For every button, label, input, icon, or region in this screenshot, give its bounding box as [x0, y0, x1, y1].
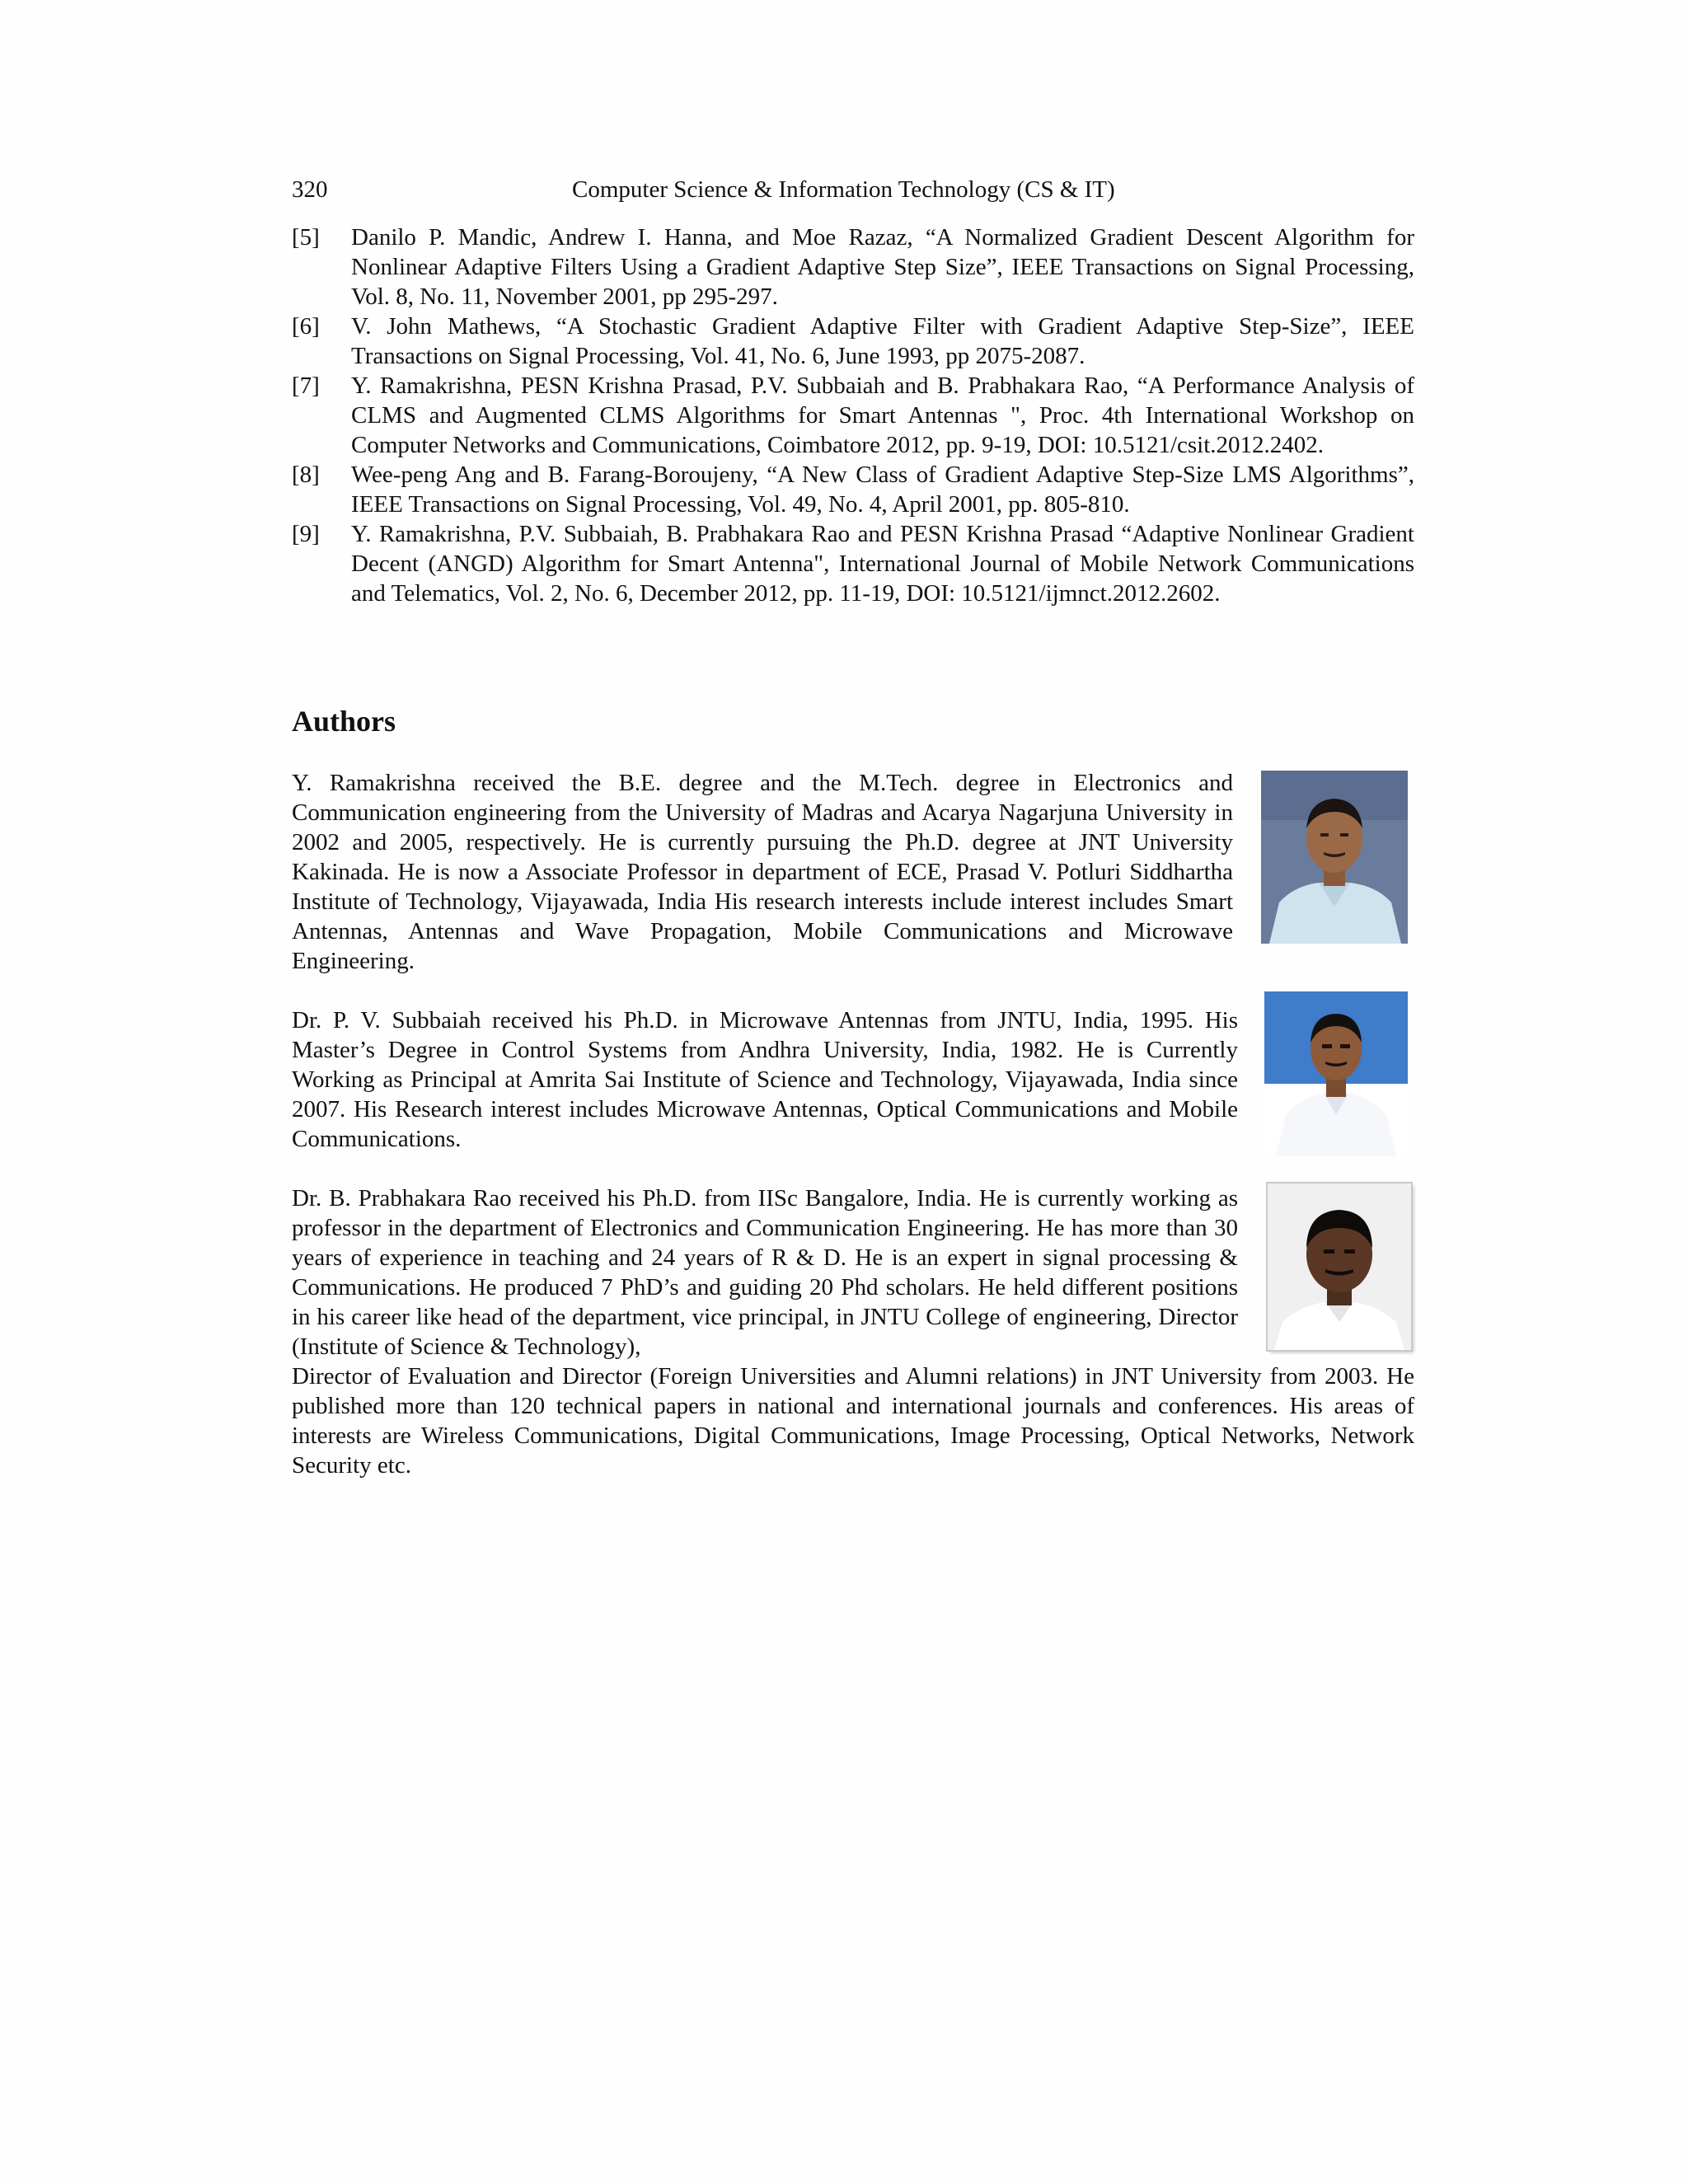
author-photo-rao [1268, 1183, 1411, 1350]
page-number: 320 [292, 176, 328, 203]
reference-number: [8] [292, 462, 320, 488]
author-photo-ramakrishna [1261, 771, 1408, 944]
running-header [292, 173, 1414, 206]
reference-text: Danilo P. Mandic, Andrew I. Hanna, and Moe Razaz, “A Normalized Gradient Descent Algorithm for Nonlinear Adaptive Filters Using a Gradient Adaptive Step Size”, IEEE Transactions on Signal Processing, Vol. 8, No. 11, November 2001, pp 295-297. [351, 224, 1414, 310]
reference-text: Y. Ramakrishna, P.V. Subbaiah, B. Prabhakara Rao and PESN Krishna Prasad “Adaptive Nonlinear Gradient Decent (ANGD) Algorithm for Smart Antenna", International Journal of Mobile Network Communications and Telematics, Vol. 2, No. 6, December 2012, pp. 11-19, DOI: 10.5121/ijmnct.2012.2602. [351, 521, 1414, 607]
reference-item [292, 371, 1414, 460]
reference-number: [6] [292, 313, 320, 340]
author-bio-subbaiah: Dr. P. V. Subbaiah received his Ph.D. in Microwave Antennas from JNTU, India, 1995. His Master’s Degree in Control Systems from Andhra University, India, 1982. He is Currently Working as Principal at Amrita Sai Institute of Science and Technology, Vijayawada, India since 2007. His Research interest includes Microwave Antennas, Optical Communications and Mobile Communications. [292, 1007, 1238, 1152]
authors-heading: Authors [292, 705, 396, 738]
reference-text: V. John Mathews, “A Stochastic Gradient Adaptive Filter with Gradient Adaptive Step-Size”, IEEE Transactions on Signal Processing, Vol. 41, No. 6, June 1993, pp 2075-2087. [351, 313, 1414, 369]
reference-number: [5] [292, 224, 320, 251]
author-bio-rao-continued: Director of Evaluation and Director (Foreign Universities and Alumni relations) in JNT University from 2003. He published more than 120 technical papers in national and international journals and conferences. His areas of interests are Wireless Communications, Digital Communications, Image Processing, Optical Networks, Network Security etc. [292, 1363, 1414, 1479]
portrait-image [1268, 1183, 1411, 1350]
author-bio-ramakrishna: Y. Ramakrishna received the B.E. degree and the M.Tech. degree in Electronics and Communication engineering from the University of Madras and Acarya Nagarjuna University in 2002 and 2005, respectively. He is currently pursuing the Ph.D. degree at JNT University Kakinada. He is now a Associate Professor in department of ECE, Prasad V. Potluri Siddhartha Institute of Technology, Vijayawada, India His research interests include interest includes Smart Antennas, Antennas and Wave Propagation, Mobile Communications and Microwave Engineering. [292, 770, 1233, 974]
reference-list [292, 223, 1414, 608]
reference-text: Wee-peng Ang and B. Farang-Boroujeny, “A New Class of Gradient Adaptive Step-Size LMS Algorithms”, IEEE Transactions on Signal Processing, Vol. 49, No. 4, April 2001, pp. 805-810. [351, 462, 1414, 518]
journal-name: Computer Science & Information Technology (CS & IT) [572, 176, 1115, 203]
portrait-image [1264, 991, 1408, 1156]
reference-item [292, 312, 1414, 371]
reference-number: [9] [292, 521, 320, 547]
portrait-image [1261, 771, 1408, 944]
reference-text: Y. Ramakrishna, PESN Krishna Prasad, P.V. Subbaiah and B. Prabhakara Rao, “A Performance Analysis of CLMS and Augmented CLMS Algorithms for Smart Antennas ", Proc. 4th International Workshop on Computer Networks and Communications, Coimbatore 2012, pp. 9-19, DOI: 10.5121/csit.2012.2402. [351, 373, 1414, 458]
reference-number: [7] [292, 373, 320, 399]
author-bio-rao: Dr. B. Prabhakara Rao received his Ph.D. from IISc Bangalore, India. He is currently working as professor in the department of Electronics and Communication Engineering. He has more than 30 years of experience in teaching and 24 years of R & D. He is an expert in signal processing & Communications. He produced 7 PhD’s and guiding 20 Phd scholars. He held different positions in his career like head of the department, vice principal, in JNTU College of engineering, Director (Institute of Science & Technology), [292, 1185, 1238, 1360]
author-photo-subbaiah [1264, 991, 1408, 1156]
reference-item [292, 460, 1414, 519]
reference-item [292, 223, 1414, 312]
reference-item [292, 519, 1414, 608]
